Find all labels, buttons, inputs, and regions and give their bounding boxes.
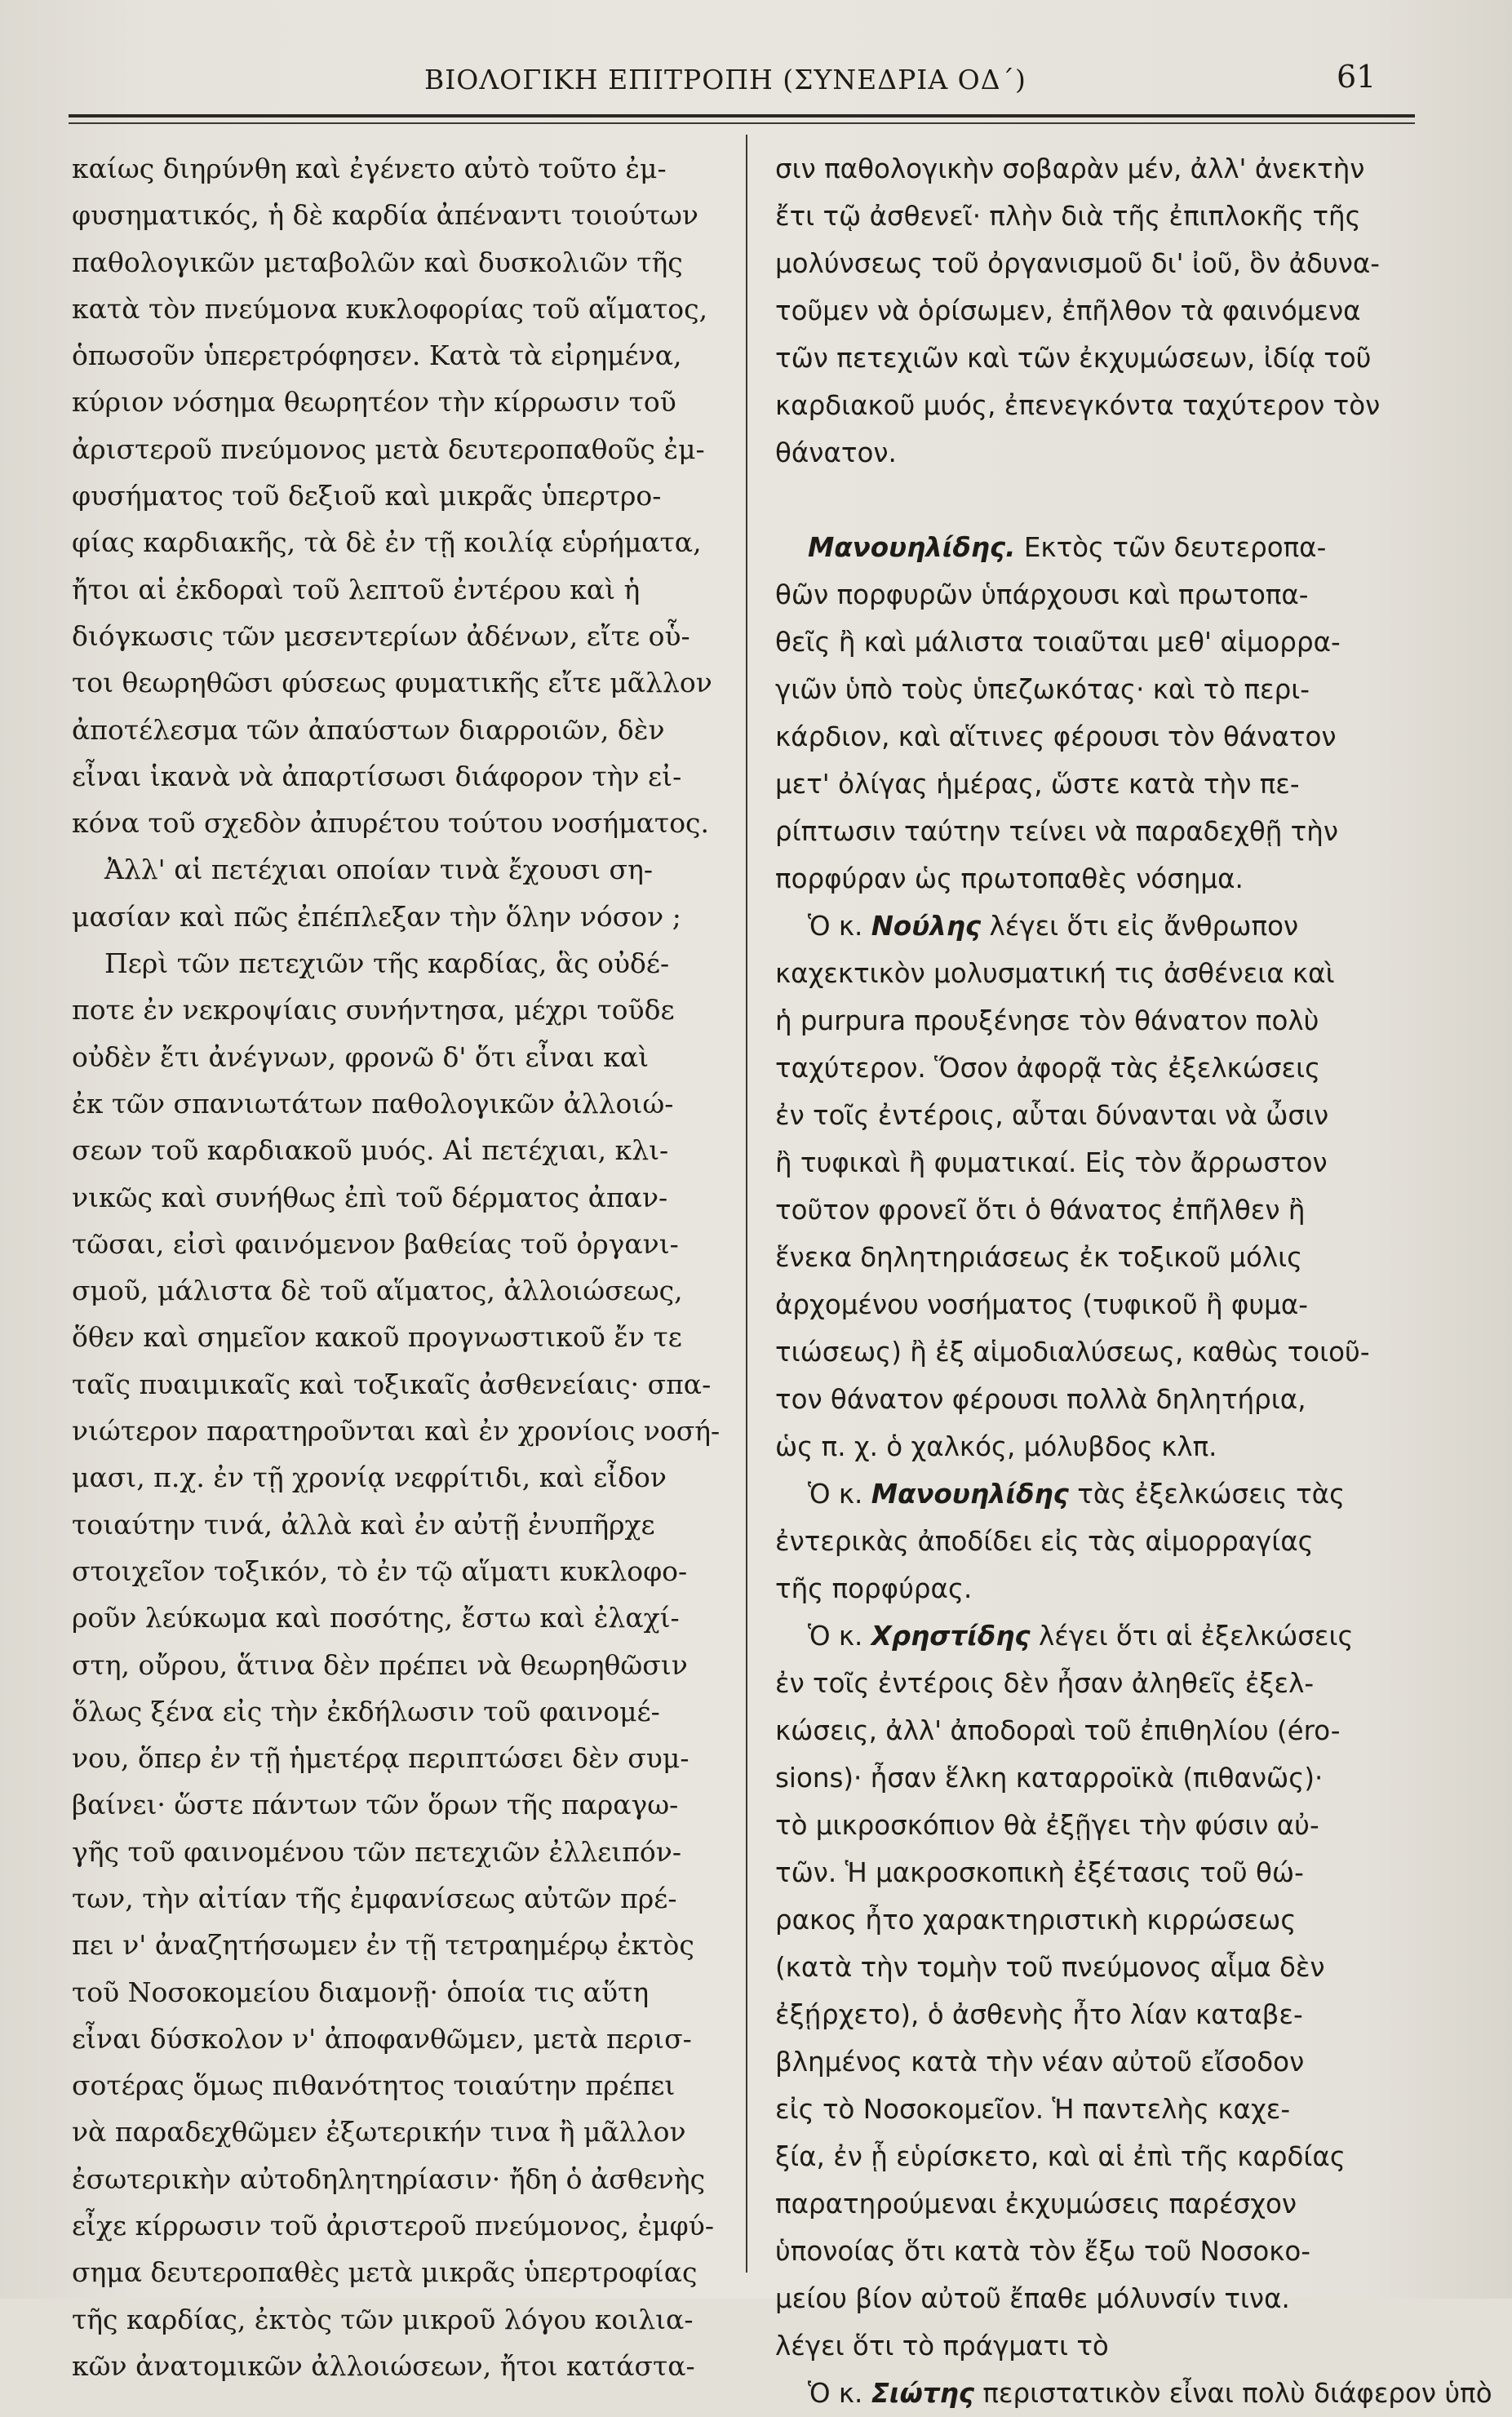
page-header — [0, 59, 1512, 113]
text-line: στοιχεῖον τοξικόν, τὸ ἐν τῷ αἵματι κυκλοφο- — [72, 1554, 688, 1587]
line-text: περιστατικὸν εἶναι πολὺ διάφερον ὑπὸ — [982, 2378, 1492, 2409]
text-line: ὡς π. χ. ὁ χαλκός, μόλυβδος κλπ. — [775, 1431, 1217, 1462]
text-line: ἕνεκα δηλητηριάσεως ἐκ τοξικοῦ μόλις — [775, 1242, 1303, 1273]
speaker-prefix: Ὁ κ. — [808, 1479, 863, 1510]
text-line: σοτέρας ὅμως πιθανότητος τοιαύτην πρέπει — [72, 2069, 676, 2102]
speaker-prefix: Ὁ κ. — [808, 911, 863, 942]
text-line: σημα δευτεροπαθὲς μετὰ μικρᾶς ὑπερτροφίας — [72, 2256, 698, 2289]
text-line: κατὰ τὸν πνεύμονα κυκλοφορίας τοῦ αἵματος, — [72, 292, 708, 325]
text-line — [775, 477, 1420, 524]
speaker-name: Σιώτης — [871, 2378, 974, 2409]
text-line: τοῦ Νοσοκομείου διαμονῇ· ὁποία τις αὕτη — [72, 1976, 650, 2008]
text-line: σιν παθολογικὴν σοβαρὰν μέν, ἀλλ' ἀνεκτὴν — [775, 153, 1365, 184]
text-line: κάρδιον, καὶ αἵτινες φέρουσι τὸν θάνατον — [775, 721, 1337, 752]
text-line: εἶναι ἱκανὰ νὰ ἀπαρτίσωσι διάφορον τὴν εἰ- — [72, 760, 682, 792]
text-line: Ἀλλ' αἱ πετέχιαι οποίαν τινὰ ἔχουσι ση- — [104, 854, 653, 886]
speaker-name: Χρηστίδης — [871, 1621, 1031, 1652]
text-line: κόνα τοῦ σχεδὸν ἀπυρέτου τούτου νοσήματος. — [72, 807, 710, 840]
text-line: κῶν ἀνατομικῶν ἀλλοιώσεων, ἤτοι κατάστα- — [72, 2349, 695, 2382]
line-text: Εκτὸς τῶν δευτεροπα- — [1023, 532, 1327, 563]
text-line: τοῦτον φρονεῖ ὅτι ὁ θάνατος ἐπῆλθεν ἢ — [775, 1195, 1306, 1226]
header-rule — [69, 114, 1415, 118]
text-line: νου, ὅπερ ἐν τῇ ἡμετέρᾳ περιπτώσει δὲν συμ- — [72, 1742, 689, 1775]
text-line: ἀποτέλεσμα τῶν ἀπαύστων διαρροιῶν, δὲν — [72, 713, 665, 746]
text-line: βλημένος κατὰ τὴν νέαν αὐτοῦ εἴσοδον — [775, 2047, 1305, 2078]
text-line: εἰς τὸ Νοσοκομεῖον. Ἡ παντελὴς καχε- — [775, 2094, 1291, 2125]
text-line: ἐξῄρχετο), ὁ ἀσθενὴς ἦτο λίαν καταβε- — [775, 1999, 1303, 2030]
text-line: ὁπωσοῦν ὑπερετρόφησεν. Κατὰ τὰ εἰρημένα, — [72, 339, 682, 372]
text-line: (κατὰ τὴν τομὴν τοῦ πνεύμονος αἷμα δὲν — [775, 1952, 1325, 1983]
text-line: πορφύραν ὡς πρωτοπαθὲς νόσημα. — [775, 863, 1244, 894]
text-line: μασι, π.χ. ἐν τῇ χρονίᾳ νεφρίτιδι, καὶ εἶδον — [72, 1461, 667, 1494]
text-line: σμοῦ, μάλιστα δὲ τοῦ αἵματος, ἀλλοιώσεως, — [72, 1275, 683, 1307]
text-line: παρατηρούμεναι ἐκχυμώσεις παρέσχον — [775, 2189, 1297, 2220]
text-line: φίας καρδιακῆς, τὰ δὲ ἐν τῇ κοιλίᾳ εὑρήματα, — [72, 526, 702, 559]
text-line: ἐντερικὰς ἀποδίδει εἰς τὰς αἱμορραγίας — [775, 1526, 1314, 1557]
text-line: ταχύτερον. Ὅσον ἀφορᾷ τὰς ἐξελκώσεις — [775, 1053, 1321, 1084]
text-line: μετ' ὀλίγας ἡμέρας, ὥστε κατὰ τὴν πε- — [775, 769, 1300, 800]
text-line: βαίνει· ὥστε πάντων τῶν ὅρων τῆς παραγω- — [72, 1789, 679, 1821]
header-rule-thin — [69, 122, 1415, 124]
text-line — [775, 1612, 1420, 1660]
text-line: θῶν πορφυρῶν ὑπάρχουσι καὶ πρωτοπα- — [775, 579, 1309, 610]
running-title: ΒΙΟΛΟΓΙΚΗ ΕΠΙΤΡΟΠΗ (ΣΥΝΕΔΡΙΑ ΟΔ΄) — [424, 64, 1026, 95]
text-line: ταῖς πυαιμικαῖς καὶ τοξικαῖς ἀσθενείαις· σπα- — [72, 1368, 712, 1400]
text-line: τῶσαι, εἰσὶ φαινόμενον βαθείας τοῦ ὀργανι- — [72, 1227, 679, 1260]
text-line: των, τὴν αἰτίαν τῆς ἐμφανίσεως αὐτῶν πρέ- — [72, 1882, 677, 1914]
text-line: ἡ purpura προυξένησε τὸν θάνατον πολὺ — [775, 1005, 1319, 1036]
speaker-prefix: Ὁ κ. — [808, 1621, 863, 1652]
text-line: πει ν' ἀναζητήσωμεν ἐν τῇ τετραημέρῳ ἐκτὸς — [72, 1929, 694, 1962]
text-line: ἔτι τῷ ἀσθενεῖ· πλὴν διὰ τῆς ἐπιπλοκῆς τῆς — [775, 201, 1361, 232]
text-line: ρακος ἦτο χαρακτηριστικὴ κιρρώσεως — [775, 1905, 1297, 1936]
text-line: νὰ παραδεχθῶμεν ἐξωτερικήν τινα ἢ μᾶλλον — [72, 2116, 686, 2149]
text-line: ὑπονοίας ὅτι κατὰ τὸν ἔξω τοῦ Νοσοκο- — [775, 2236, 1310, 2267]
text-line: sions)· ἦσαν ἕλκη καταρροϊκὰ (πιθανῶς)· — [775, 1763, 1324, 1794]
text-line: τοι θεωρηθῶσι φύσεως φυματικῆς εἴτε μᾶλλον — [72, 667, 712, 699]
speaker-name: Μανουηλίδης — [871, 1479, 1069, 1510]
text-line: τῶν πετεχιῶν καὶ τῶν ἐκχυμώσεων, ἰδίᾳ τοῦ — [775, 343, 1372, 374]
text-line: τον θάνατον φέρουσι πολλὰ δηλητήρια, — [775, 1384, 1306, 1415]
speaker-name: Μανουηλίδης. — [808, 532, 1016, 563]
column-divider — [746, 135, 747, 2273]
text-line: ἀρχομένου νοσήματος (τυφικοῦ ἢ φυμα- — [775, 1289, 1308, 1320]
text-line: οὐδὲν ἔτι ἀνέγνων, φρονῶ δ' ὅτι εἶναι καὶ — [72, 1040, 650, 1073]
text-line: στη, οὔρου, ἅτινα δὲν πρέπει νὰ θεωρηθῶσιν — [72, 1648, 688, 1681]
line-text: τὰς ἐξελκώσεις τὰς — [1077, 1479, 1346, 1510]
text-line: καχεκτικὸν μολυσματική τις ἀσθένεια καὶ — [775, 958, 1335, 989]
text-line: ἐκ τῶν σπανιωτάτων παθολογικῶν ἀλλοιώ- — [72, 1087, 674, 1120]
text-line: μολύνσεως τοῦ ὀργανισμοῦ δι' ἰοῦ, ὃν ἀδυνα- — [775, 248, 1381, 279]
text-line: λέγει ὅτι τὸ πράγματι τὸ — [775, 2331, 1109, 2362]
text-line: διόγκωσις τῶν μεσεντερίων ἀδένων, εἴτε οὗ- — [72, 619, 690, 652]
text-line: τιώσεως) ἢ ἐξ αἱμοδιαλύσεως, καθὼς τοιοῦ- — [775, 1337, 1370, 1368]
speaker-name: Νούλης — [871, 911, 982, 942]
text-line: τοῦμεν νὰ ὁρίσωμεν, ἐπῆλθον τὰ φαινόμενα — [775, 295, 1361, 326]
text-line: τῆς καρδίας, ἐκτὸς τῶν μικροῦ λόγου κοιλια- — [72, 2303, 694, 2335]
text-line: τοιαύτην τινά, ἀλλὰ καὶ ἐν αὐτῇ ἐνυπῆρχε — [72, 1508, 655, 1541]
text-line: σεων τοῦ καρδιακοῦ μυός. Αἱ πετέχιαι, κλι- — [72, 1134, 669, 1167]
text-line — [775, 524, 1420, 571]
page-number: 61 — [1337, 59, 1377, 95]
text-line: νικῶς καὶ συνήθως ἐπὶ τοῦ δέρματος ἀπαν- — [72, 1181, 668, 1213]
text-line: τὸ μικροσκόπιον θὰ ἐξῇγει τὴν φύσιν αὐ- — [775, 1810, 1319, 1841]
text-line: ξία, ἐν ᾗ εὑρίσκετο, καὶ αἱ ἐπὶ τῆς καρδίας — [775, 2141, 1346, 2172]
text-line: γῆς τοῦ φαινομένου τῶν πετεχιῶν ἐλλειπόν- — [72, 1835, 682, 1868]
text-line: φυσήματος τοῦ δεξιοῦ καὶ μικρᾶς ὑπερτρο- — [72, 480, 662, 512]
line-text: λέγει ὅτι αἱ ἐξελκώσεις — [1038, 1621, 1354, 1652]
text-line: θάνατον. — [775, 437, 897, 468]
text-line: εἶναι δύσκολον ν' ἀποφανθῶμεν, μετὰ περισ- — [72, 2022, 692, 2055]
text-line: ἐν τοῖς ἐντέροις, αὗται δύνανται νὰ ὦσιν — [775, 1100, 1329, 1131]
line-text: λέγει ὅτι εἰς ἄνθρωπον — [989, 911, 1299, 942]
text-line: φυσηματικός, ἡ δὲ καρδία ἀπέναντι τοιούτων — [72, 199, 698, 232]
text-line: εἶχε κίρρωσιν τοῦ ἀριστεροῦ πνεύμονος, ἐμφύ- — [72, 2210, 714, 2242]
text-line: νιώτερον παρατηροῦνται καὶ ἐν χρονίοις νοσή- — [72, 1415, 721, 1448]
text-line: μασίαν καὶ πῶς ἐπέπλεξαν τὴν ὅλην νόσον ; — [72, 900, 681, 933]
text-line: θεῖς ἢ καὶ μάλιστα τοιαῦται μεθ' αἱμορρα- — [775, 627, 1341, 658]
text-line: κώσεις, ἀλλ' ἀποδοραὶ τοῦ ἐπιθηλίου (éro- — [775, 1715, 1341, 1746]
text-line — [775, 902, 1420, 950]
text-line: ποτε ἐν νεκροψίαις συνήντησα, μέχρι τοῦδε — [72, 994, 675, 1027]
speaker-prefix: Ὁ κ. — [808, 2378, 863, 2409]
text-line: τῶν. Ἡ μακροσκοπικὴ ἐξέτασις τοῦ θώ- — [775, 1857, 1304, 1888]
text-line: μείου βίον αὐτοῦ ἔπαθε μόλυνσίν τινα. — [775, 2283, 1290, 2314]
text-line: ἐν τοῖς ἐντέροις δὲν ἦσαν ἀληθεῖς ἐξελ- — [775, 1668, 1315, 1699]
text-line: ροῦν λεύκωμα καὶ ποσότης, ἔστω καὶ ἐλαχί- — [72, 1602, 680, 1634]
text-line: ἢ τυφικαὶ ἢ φυματικαί. Εἰς τὸν ἄρρωστον — [775, 1147, 1328, 1178]
text-line: ἤτοι αἱ ἐκδοραὶ τοῦ λεπτοῦ ἐντέρου καὶ ἡ — [72, 573, 641, 605]
text-line: ρίπτωσιν ταύτην τείνει νὰ παραδεχθῇ τὴν — [775, 816, 1338, 847]
right-column — [775, 145, 1492, 2417]
text-line — [775, 2370, 1492, 2417]
text-line: ἐσωτερικὴν αὐτοδηλητηρίασιν· ἤδη ὁ ἀσθενὴς — [72, 2162, 706, 2195]
text-line: ἀριστεροῦ πνεύμονος μετὰ δευτεροπαθοῦς ἐμ- — [72, 432, 705, 465]
text-line: καρδιακοῦ μυός, ἐπενεγκόντα ταχύτερον τὸν — [775, 390, 1381, 421]
text-line: κύριον νόσημα θεωρητέον τὴν κίρρωσιν τοῦ — [72, 386, 676, 419]
text-line: γιῶν ὑπὸ τοὺς ὑπεζωκότας· καὶ τὸ περι- — [775, 674, 1310, 705]
text-line: παθολογικῶν μεταβολῶν καὶ δυσκολιῶν τῆς — [72, 246, 683, 278]
text-line: ὅθεν καὶ σημεῖον κακοῦ προγνωστικοῦ ἔν τε — [72, 1321, 682, 1354]
text-line: Περὶ τῶν πετεχιῶν τῆς καρδίας, ἃς οὐδέ- — [104, 947, 670, 980]
text-line: καίως διηρύνθη καὶ ἐγένετο αὐτὸ τοῦτο ἐμ- — [72, 153, 667, 184]
text-line — [775, 1470, 1420, 1518]
left-column — [72, 145, 729, 2389]
text-line: τῆς πορφύρας. — [775, 1573, 973, 1604]
text-line: ὅλως ξένα εἰς τὴν ἐκδήλωσιν τοῦ φαινομέ- — [72, 1695, 660, 1727]
